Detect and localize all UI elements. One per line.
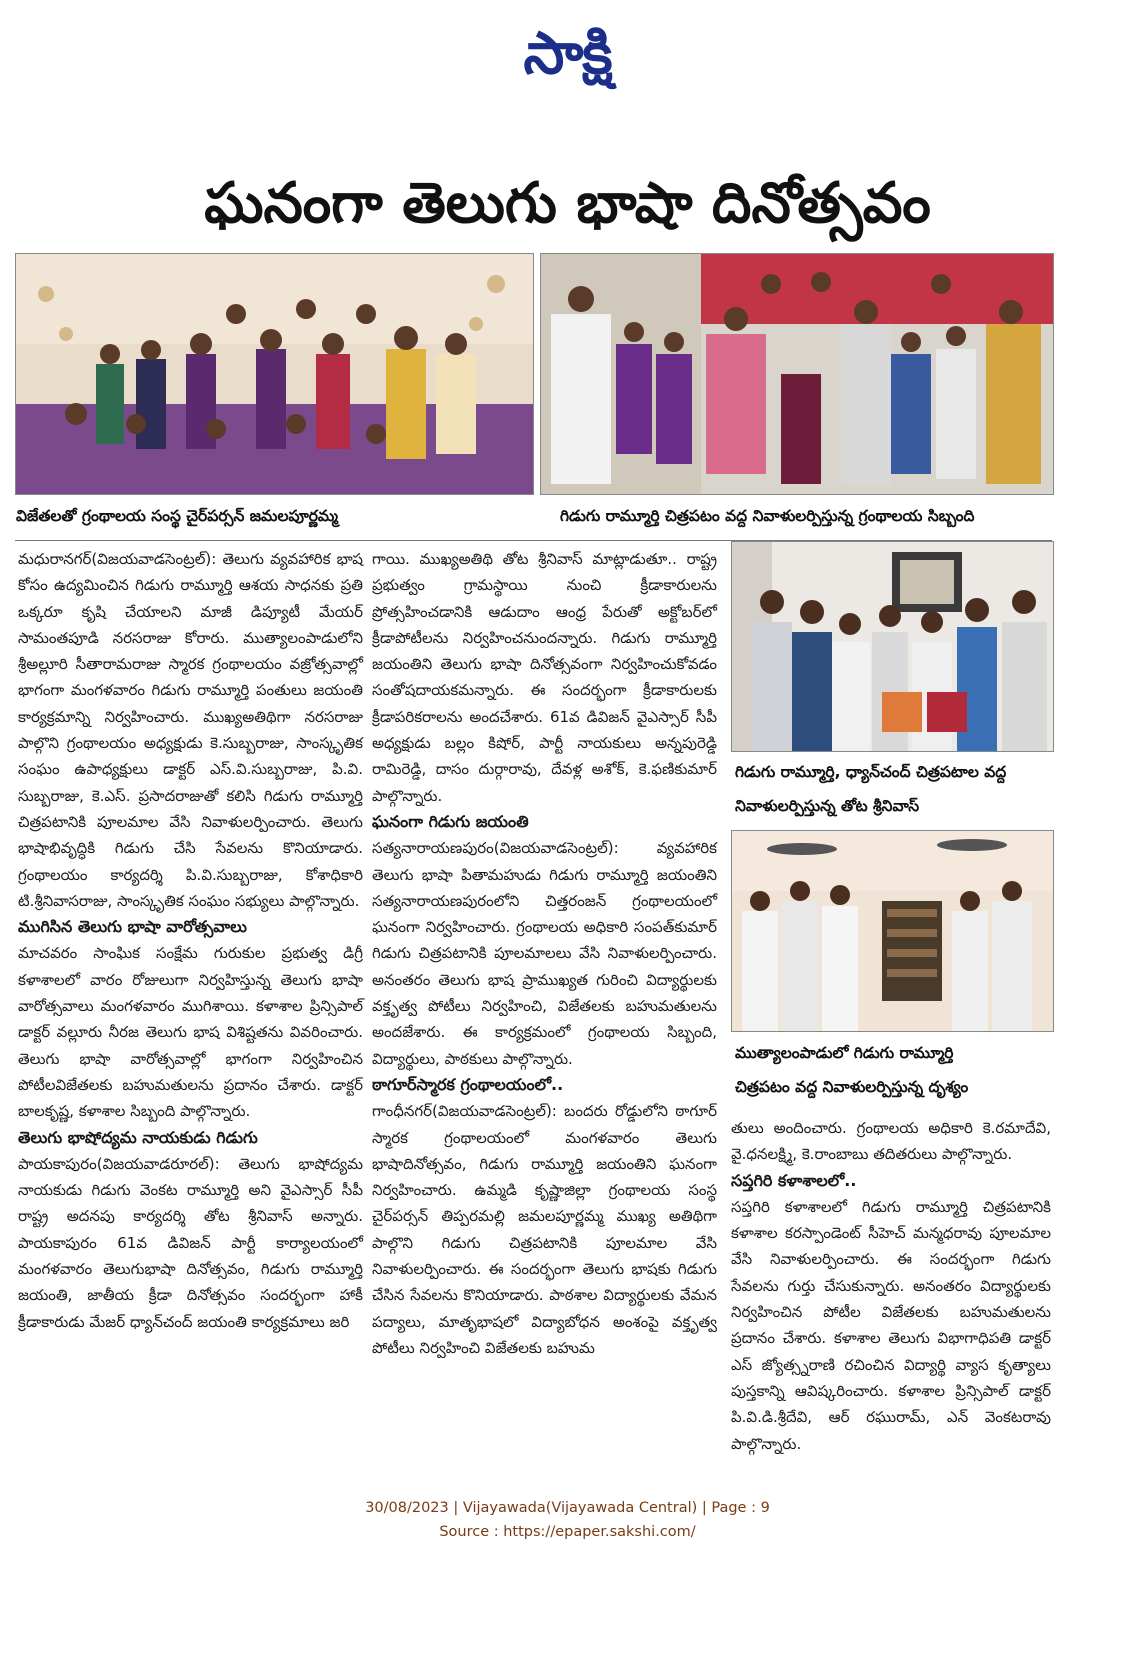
article-paragraph: పాయకాపురం(విజయవాడరూరల్): తెలుగు భాషోద్యమ నాయకుడు గిడుగు వెంకట రామ్మూర్తి అని వైఎస్సార్ సీపీ రాష్ట్ర అదనపు కార్యదర్శి తోట శ్రీనివాస్ అన్నారు. పాయకాపురం 61వ డివిజన్ పార్టీ కార్యాలయంలో మంగళవారం తెలుగుభాషా దినోత్సవం, గిడుగు రామ్మూర్తి జయంతి, జాతీయ క్రీడా దినోత్సవం సందర్భంగా హాకీ క్రీడాకారుడు మేజర్ ధ్యాన్‌చంద్ జయంతి కార్యక్రమాలు జరి <box>18 1154 363 1331</box>
article-paragraph: గాయి. ముఖ్యఅతిథి తోట శ్రీనివాస్ మాట్లాడుతూ.. రాష్ట్ర ప్రభుత్వం గ్రామస్థాయి నుంచి క్రీడాకారులను ప్రోత్సహించడానికి ఆడుదాం ఆంధ్ర పేరుతో అక్టోబర్‌లో క్రీడాపోటీలను నిర్వహించనుందన్నారు. గిడుగు రామ్మూర్తి జయంతిని తెలుగు భాషా దినోత్సవంగా నిర్వహించుకోవడం సంతోషదాయకమన్నారు. ఈ సందర్భంగా క్రీడాకారులకు క్రీడాపరికరాలను అందచేశారు. 61వ డివిజన్ వైఎస్సార్ సీపీ అధ్యక్షుడు బల్లం కిషోర్, పార్టీ నాయకులు అన్నపురెడ్డి రామిరెడ్డి, దాసం దుర్గారావు, దేవళ్ల అశోక్, కె.ఫణికుమార్ పాల్గొన్నారు. <box>372 550 717 805</box>
caption-top-right: గిడుగు రామ్మూర్తి చిత్రపటం వద్ద నివాళులర్పిస్తున్న గ్రంథాలయ సిబ్బంది <box>560 507 975 525</box>
masthead-logo: సాక్షి <box>523 19 612 87</box>
article-paragraph: మాచవరం సాంఘిక సంక్షేమ గురుకుల ప్రభుత్వ డిగ్రీ కళాశాలలో వారం రోజులుగా నిర్వహిస్తున్న తెలుగు భాషా వారోత్సవాలు మంగళవారం ముగిశాయి. కళాశాల ప్రిన్సిపాల్ డాక్టర్ వల్లూరు నీరజ తెలుగు భాష విశిష్టతను వివరించారు. తెలుగు భాషా వారోత్సవాల్లో భాగంగా నిర్వహించిన పోటీలవిజేతలకు బహుమతులను ప్రదానం చేశారు. డాక్టర్ బాలకృష్ణ, కళాశాల సిబ్బంది పాల్గొన్నారు. <box>18 944 363 1121</box>
photo-muthyalampadu-tribute <box>731 830 1054 1032</box>
article-subheading: ఘనంగా గిడుగు జయంతి <box>372 811 529 831</box>
caption-low-right-line1: ముత్యాలంపాడులో గిడుగు రామ్మూర్తి <box>735 1044 954 1062</box>
article-subheading: ఠాగూర్‌స్మారక గ్రంథాలయంలో.. <box>372 1074 564 1094</box>
caption-low-right-line2: చిత్రపటం వద్ద నివాళులర్పిస్తున్న దృశ్యం <box>735 1078 969 1096</box>
article-column-2 <box>372 546 717 1456</box>
footer-source-link[interactable]: Source : https://epaper.sakshi.com/ <box>439 1524 696 1540</box>
photo-winners-group <box>15 253 534 495</box>
article-paragraph: మధురానగర్(విజయవాడసెంట్రల్): తెలుగు వ్యవహారిక భాష కోసం ఉద్యమించిన గిడుగు రామ్మూర్తి ఆశయ సాధనకు ప్రతి ఒక్కరూ కృషి చేయాలని మాజీ డిప్యూటీ మేయర్ సామంతపూడి నరసరాజు కోరారు. ముత్యాలంపాడులోని శ్రీఅల్లూరి సీతారామరాజు స్మారక గ్రంథాలయం వజ్రోత్సవాల్లో భాగంగా మంగళవారం గిడుగు రామ్మూర్తి పంతులు జయంతి కార్యక్రమాన్ని నిర్వహించారు. ముఖ్యఅతిథిగా నరసరాజు పాల్గొని గ్రంథాలయం అధ్యక్షుడు కె.సుబ్బరాజు, సాంస్కృతిక సంఘం ఉపాధ్యక్షులు డాక్టర్ ఎస్.వి.సుబ్బరాజు, పి.వి. సుబ్బరాజు, కె.ఎస్. ప్రసాదరాజుతో కలిసి గిడుగు రామ్మూర్తి చిత్రపటానికి పూలమాల వేసి నివాళులర్పించారు. తెలుగు భాషాభివృద్ధికి గిడుగు చేసి సేవలను కొనియాడారు. గ్రంథాలయం కార్యదర్శి పి.వి.సుబ్బరాజు, కోశాధికారి టి.శ్రీనివాసరాజు, సాంస్కృతిక సంఘం సభ్యులు పాల్గొన్నారు. <box>18 550 363 910</box>
article-column-3 <box>731 1115 1051 1460</box>
caption-top-left: విజేతలతో గ్రంథాలయ సంస్థ చైర్‌పర్సన్ జమలపూర్ణమ్మ <box>16 507 338 525</box>
article-paragraph: తులు అందించారు. గ్రంథాలయ అధికారి కె.రమాదేవి, వై.ధనలక్ష్మి, కె.రాంబాబు తదితరులు పాల్గొన్నారు. <box>731 1119 1051 1164</box>
article-paragraph: సత్యనారాయణపురం(విజయవాడసెంట్రల్): వ్యవహారిక తెలుగు భాషా పితామహుడు గిడుగు రామ్మూర్తి జయంతిని సత్యనారాయణపురంలోని చిత్తరంజన్ గ్రంథాలయంలో ఘనంగా నిర్వహించారు. గ్రంథాలయ అధికారి సంపత్‌కుమార్ గిడుగు చిత్రపటానికి పూలమాలలు వేసి నివాళులర్పించారు. అనంతరం తెలుగు భాష ప్రాముఖ్యత గురించి విద్యార్థులకు వక్తృత్వ పోటీలు నిర్వహించి, విజేతలకు బహుమతులను అందజేశారు. ఈ కార్యక్రమంలో గ్రంథాలయ సిబ్బంది, విద్యార్థులు, పాఠకులు పాల్గొన్నారు. <box>372 839 717 1068</box>
footer-date-edition: 30/08/2023 | Vijayawada(Vijayawada Central) | Page : 9 <box>365 1500 770 1516</box>
photo-library-staff-tribute <box>540 253 1054 495</box>
article-paragraph: సప్తగిరి కళాశాలలో గిడుగు రామ్మూర్తి చిత్రపటానికి కళాశాల కరస్పాండెంట్ సీహెచ్ మన్మధరావు పూలమాల వేసి నివాళులర్పించారు. ఈ సందర్భంగా గిడుగు సేవలను గుర్తు చేసుకున్నారు. అనంతరం విద్యార్థులకు నిర్వహించిన పోటీల విజేతలకు బహుమతులను ప్రదానం చేశారు. కళాశాల తెలుగు విభాగాధిపతి డాక్టర్ ఎస్ జ్యోత్స్నరాణి రచించిన విద్యార్థి వ్యాస కృత్యాలు పుస్తకాన్ని ఆవిష్కరించారు. కళాశాల ప్రిన్సిపాల్ డాక్టర్ పి.వి.డి.శ్రీదేవి, ఆర్ రఘురామ్, ఎన్ వెంకటరావు పాల్గొన్నారు. <box>731 1197 1051 1453</box>
article-subheading: సప్తగిరి కళాశాలలో.. <box>731 1170 857 1190</box>
article-subheading: ముగిసిన తెలుగు భాషా వారోత్సవాలు <box>18 917 247 937</box>
photo-thota-srinivas-tribute <box>731 541 1054 752</box>
article-paragraph: గాంధీనగర్(విజయవాడసెంట్రల్): బందరు రోడ్డులోని ఠాగూర్ స్మారక గ్రంథాలయంలో మంగళవారం తెలుగు భాషాదినోత్సవం, గిడుగు రామ్మూర్తి జయంతిని ఘనంగా నిర్వహించారు. ఉమ్మడి కృష్ణాజిల్లా గ్రంథాలయ సంస్థ చైర్‌పర్సన్ తిప్పరమల్లి జమలపూర్ణమ్మ ముఖ్య అతిథిగా పాల్గొని గిడుగు చిత్రపటానికి పూలమాల వేసి నివాళులర్పించారు. ఈ సందర్భంగా తెలుగు భాషకు గిడుగు చేసిన సేవలను కొనియాడారు. పాఠశాల విద్యార్థులకు వేమన పద్యాలు, మాతృభాషలో విద్యాబోధన అంశంపై వక్తృత్వ పోటీలు నిర్వహించి విజేతలకు బహుమ <box>372 1102 717 1357</box>
caption-mid-right-line2: నివాళులర్పిస్తున్న తోట శ్రీనివాస్ <box>735 797 920 815</box>
article-subheading: తెలుగు భాషోద్యమ నాయకుడు గిడుగు <box>18 1127 258 1147</box>
article-column-1 <box>18 546 363 1456</box>
page-headline: ఘనంగా తెలుగు భాషా దినోత్సవం <box>204 171 931 236</box>
caption-mid-right-line1: గిడుగు రామ్మూర్తి, ధ్యాన్‌చంద్ చిత్రపటాల వద్ద <box>735 763 1007 781</box>
